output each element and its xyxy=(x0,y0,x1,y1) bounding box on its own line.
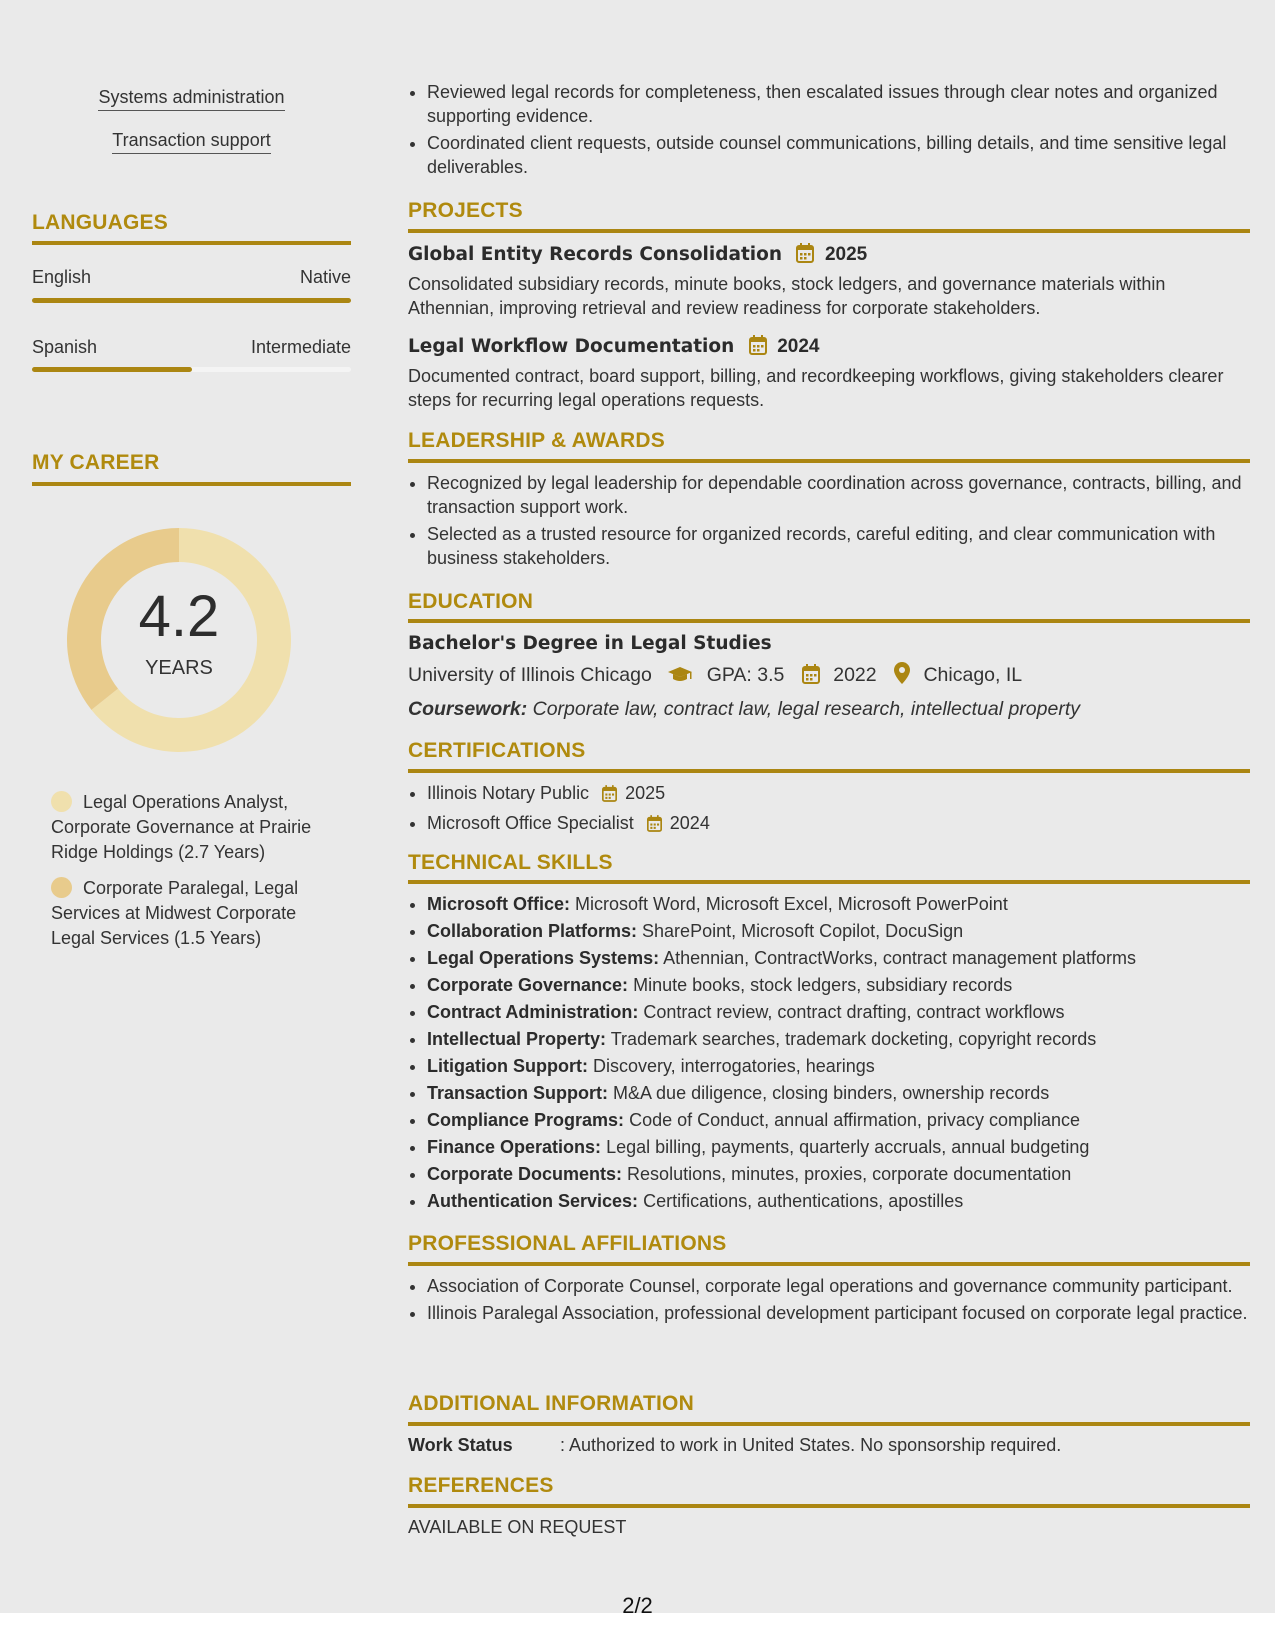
list-item: • Recognized by legal leadership for dependable coordination across governance, contracts, billing, and transaction support work. xyxy=(427,471,1269,519)
affiliations-rule xyxy=(408,1262,1250,1266)
technical-skills-rule xyxy=(408,880,1250,884)
education-details xyxy=(408,661,1250,692)
career-donut-chart xyxy=(32,522,351,762)
career-legend-item xyxy=(51,876,331,951)
affiliations-list xyxy=(408,1274,1269,1328)
graduation-cap-icon xyxy=(667,664,693,692)
projects-rule xyxy=(408,229,1250,233)
skill-values: SharePoint, Microsoft Copilot, DocuSign xyxy=(642,921,964,941)
graduation-year: 2022 xyxy=(833,664,877,686)
school-name: University of Illinois Chicago xyxy=(408,664,652,686)
skills-tags xyxy=(32,87,351,154)
career-total-value: 4.2 xyxy=(138,584,220,649)
list-item xyxy=(427,781,1269,808)
career-rule xyxy=(32,482,351,486)
project-description: Documented contract, board support, billing, and recordkeeping workflows, giving stakeholders clearer steps for recurring legal operations requests. xyxy=(408,366,1224,410)
location-pin-icon xyxy=(894,662,910,692)
additional-info-heading: ADDITIONAL INFORMATION xyxy=(408,1392,694,1415)
list-item xyxy=(427,1054,1269,1078)
list-item xyxy=(427,946,1269,970)
list-item xyxy=(427,811,1269,838)
project-year: 2025 xyxy=(824,244,868,265)
list-item xyxy=(427,1108,1269,1132)
list-item xyxy=(427,1027,1269,1051)
skill-values: Resolutions, minutes, proxies, corporate documentation xyxy=(627,1164,1072,1184)
career-role-label: Legal Operations Analyst, Corporate Governance at Prairie Ridge Holdings (2.7 Years) xyxy=(51,792,312,862)
language-level: Intermediate xyxy=(250,337,351,357)
skill-category: Contract Administration: xyxy=(427,1002,639,1022)
education-heading: EDUCATION xyxy=(408,590,534,613)
skill-category: Microsoft Office: xyxy=(427,894,571,914)
languages-heading: LANGUAGES xyxy=(32,211,168,234)
project-title: Legal Workflow Documentation xyxy=(408,336,735,357)
career-legend-item xyxy=(51,790,331,865)
experience-bullets xyxy=(408,80,1269,182)
project-year: 2024 xyxy=(777,336,820,357)
skill-category: Finance Operations: xyxy=(427,1137,602,1157)
additional-info-rule xyxy=(408,1422,1250,1426)
list-item xyxy=(427,1081,1269,1105)
career-heading: MY CAREER xyxy=(32,451,160,474)
list-item: • Illinois Paralegal Association, professional development participant focused on corporate legal practice. xyxy=(427,1301,1269,1325)
certifications-list xyxy=(408,781,1269,841)
skill-values: Minute books, stock ledgers, subsidiary records xyxy=(633,975,1013,995)
skill-values: Legal billing, payments, quarterly accruals, annual budgeting xyxy=(606,1137,1090,1157)
calendar-icon xyxy=(749,335,767,365)
language-name: English xyxy=(32,267,92,287)
project-title: Global Entity Records Consolidation xyxy=(408,244,783,265)
career-total-unit: YEARS xyxy=(145,657,213,679)
calendar-icon xyxy=(802,664,820,692)
list-item xyxy=(427,892,1269,916)
skill-category: Corporate Documents: xyxy=(427,1164,623,1184)
certifications-heading: CERTIFICATIONS xyxy=(408,739,586,762)
skill-values: Code of Conduct, annual affirmation, privacy compliance xyxy=(629,1110,1080,1130)
language-row xyxy=(32,267,351,288)
leadership-list xyxy=(408,471,1269,573)
references-text: AVAILABLE ON REQUEST xyxy=(408,1517,627,1537)
skill-category: Compliance Programs: xyxy=(427,1110,625,1130)
career-role-label: Corporate Paralegal, Legal Services at Midwest Corporate Legal Services (1.5 Years) xyxy=(51,878,299,948)
skill-values: M&A due diligence, closing binders, ownership records xyxy=(613,1083,1050,1103)
project-entry xyxy=(408,333,1250,412)
references-heading: REFERENCES xyxy=(408,1474,554,1497)
calendar-icon xyxy=(796,243,814,273)
skill-tag: Systems administration xyxy=(98,87,284,111)
project-description: Consolidated subsidiary records, minute books, stock ledgers, and governance materials within Athennian, improving retrieval and review readiness for corporate stakeholders. xyxy=(408,274,1166,318)
affiliations-heading: PROFESSIONAL AFFILIATIONS xyxy=(408,1232,727,1255)
page-number: 2/2 xyxy=(622,1593,653,1618)
skill-category: Authentication Services: xyxy=(427,1191,639,1211)
certification-name: Illinois Notary Public xyxy=(427,783,590,803)
skill-values: Microsoft Word, Microsoft Excel, Microsoft PowerPoint xyxy=(575,894,1008,914)
language-bar xyxy=(32,367,351,372)
list-item xyxy=(427,1135,1269,1159)
certification-year: 2025 xyxy=(625,783,666,803)
certifications-rule xyxy=(408,769,1250,773)
legend-swatch xyxy=(51,791,72,812)
technical-skills-heading: TECHNICAL SKILLS xyxy=(408,851,613,874)
calendar-icon xyxy=(602,784,617,808)
list-item: • Coordinated client requests, outside counsel communications, billing details, and time sensitive legal deliverables. xyxy=(427,131,1269,179)
work-status-row xyxy=(408,1433,1250,1457)
skill-category: Legal Operations Systems: xyxy=(427,948,660,968)
languages-rule xyxy=(32,241,351,245)
gpa: GPA: 3.5 xyxy=(706,664,785,686)
school-location: Chicago, IL xyxy=(923,664,1023,686)
language-level: Native xyxy=(299,267,351,287)
legend-swatch xyxy=(51,877,72,898)
skill-values: Certifications, authentications, apostilles xyxy=(643,1191,964,1211)
skill-tag: Transaction support xyxy=(112,130,270,154)
list-item xyxy=(427,973,1269,997)
list-item xyxy=(427,1162,1269,1186)
language-name: Spanish xyxy=(32,337,98,357)
language-bar xyxy=(32,298,351,303)
language-bar-fill xyxy=(32,367,192,372)
certification-name: Microsoft Office Specialist xyxy=(427,813,634,833)
coursework-line xyxy=(408,695,1250,723)
education-entry xyxy=(408,631,1250,723)
list-item: • Selected as a trusted resource for organized records, careful editing, and clear communication with business stakeholders. xyxy=(427,522,1269,570)
skill-category: Transaction Support: xyxy=(427,1083,609,1103)
references-rule xyxy=(408,1504,1250,1508)
coursework-label: Coursework: xyxy=(408,698,528,720)
skill-values: Contract review, contract drafting, contract workflows xyxy=(643,1002,1065,1022)
project-entry xyxy=(408,241,1250,320)
list-item xyxy=(427,1189,1269,1213)
projects-heading: PROJECTS xyxy=(408,199,523,222)
skill-values: Discovery, interrogatories, hearings xyxy=(592,1056,875,1076)
leadership-rule xyxy=(408,459,1250,463)
leadership-heading: LEADERSHIP & AWARDS xyxy=(408,429,665,452)
skill-category: Litigation Support: xyxy=(427,1056,588,1076)
list-item xyxy=(427,1000,1269,1024)
certification-year: 2024 xyxy=(669,813,710,833)
skill-category: Intellectual Property: xyxy=(427,1029,607,1049)
calendar-icon xyxy=(647,814,662,838)
skill-category: Collaboration Platforms: xyxy=(427,921,638,941)
skill-values: Trademark searches, trademark docketing, copyright records xyxy=(610,1029,1097,1049)
language-bar-fill xyxy=(32,298,351,303)
language-row xyxy=(32,337,351,358)
skill-values: Athennian, ContractWorks, contract management platforms xyxy=(663,948,1136,968)
degree-title: Bachelor's Degree in Legal Studies xyxy=(408,633,772,654)
technical-skills-list xyxy=(408,892,1269,1216)
list-item: • Reviewed legal records for completeness, then escalated issues through clear notes and organized supporting evidence. xyxy=(427,80,1269,128)
education-rule xyxy=(408,619,1250,623)
work-status-label: Work Status xyxy=(408,1435,513,1455)
work-status-value: : Authorized to work in United States. No sponsorship required. xyxy=(560,1435,1062,1455)
list-item xyxy=(427,919,1269,943)
list-item: • Association of Corporate Counsel, corporate legal operations and governance community participant. xyxy=(427,1274,1269,1298)
coursework-text: Corporate law, contract law, legal research, intellectual property xyxy=(532,698,1080,720)
skill-category: Corporate Governance: xyxy=(427,975,629,995)
